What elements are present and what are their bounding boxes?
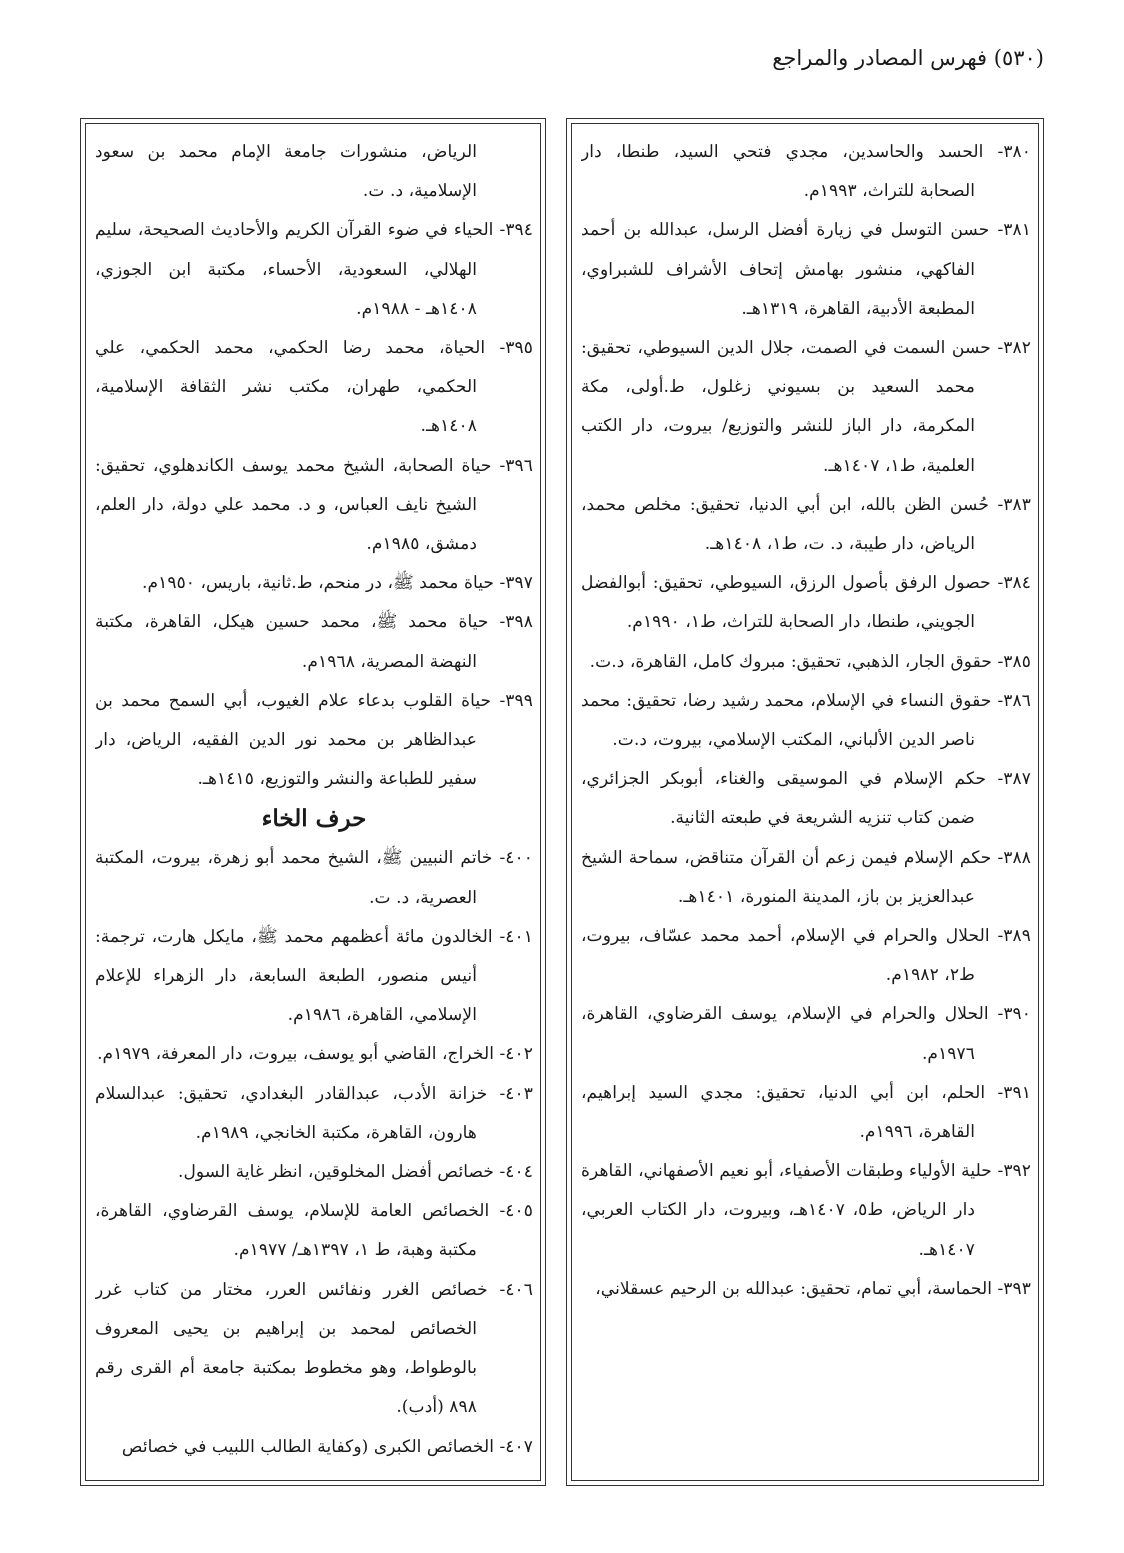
- entry-text: الحياء في ضوء القرآن الكريم والأحاديث الصحيحة، سليم الهلالي، السعودية، الأحساء، مكتبة ابن الجوزي، ١٤٠٨هـ - ١٩٨٨م.: [95, 220, 494, 319]
- entry-number: ٣٩٦-: [499, 455, 533, 476]
- entry-number: ٤٠٠-: [499, 848, 533, 869]
- entry-text: حياة محمد ﷺ، در منحم، ط.ثانية، باريس، ١٩٥٠م.: [142, 573, 495, 594]
- bibliography-entry: [581, 643, 1031, 682]
- entry-number: ٣٨١-: [997, 220, 1031, 241]
- entry-number: ٤٠٦-: [499, 1279, 533, 1300]
- entry-number: ٣٩٩-: [499, 690, 533, 711]
- entry-text: الخالدون مائة أعظمهم محمد ﷺ، مايكل هارت، ترجمة: أنيس منصور، الطبعة السابعة، دار الزهراء للإعلام الإسلامي، القاهرة، ١٩٨٦م.: [95, 926, 493, 1026]
- entry-text: حياة محمد ﷺ، محمد حسين هيكل، القاهرة، مكتبة النهضة المصرية، ١٩٦٨م.: [95, 612, 489, 672]
- bibliography-entry: [95, 603, 533, 681]
- entry-number: ٣٩٥-: [499, 338, 533, 359]
- bibliography-entry: [95, 1192, 533, 1270]
- entry-number: ٣٩٣-: [997, 1278, 1031, 1299]
- entry-number: ٤٠٥-: [499, 1201, 533, 1222]
- entry-text: خزانة الأدب، عبدالقادر البغدادي، تحقيق: عبدالسلام هارون، القاهرة، مكتبة الخانجي، ١٩٨٩م.: [95, 1083, 488, 1143]
- entry-number: ٣٨٥-: [997, 651, 1031, 672]
- bibliography-entry: [581, 1074, 1031, 1152]
- bibliography-entry: [95, 1153, 533, 1192]
- entry-number: ٣٨٧-: [997, 769, 1031, 790]
- bibliography-entry: [581, 211, 1031, 329]
- bibliography-entry: [95, 682, 533, 800]
- entry-text: حقوق الجار، الذهبي، تحقيق: مبروك كامل، القاهرة، د.ت.: [589, 651, 993, 672]
- bibliography-entry: [95, 1271, 533, 1428]
- bibliography-entry: [95, 447, 533, 565]
- entry-number: ٣٩٢-: [997, 1161, 1031, 1182]
- entry-number: ٤٠٤-: [499, 1162, 533, 1183]
- entry-number: ٣٨٤-: [997, 573, 1031, 594]
- bibliography-entry: [581, 486, 1031, 564]
- bibliography-entry: [581, 329, 1031, 486]
- right-column-frame: [566, 118, 1044, 1486]
- section-title: حرف الخاء: [261, 805, 367, 833]
- entry-text: خصائص أفضل المخلوقين، انظر غاية السول.: [177, 1162, 495, 1183]
- entry-text: الحلال والحرام في الإسلام، أحمد محمد عسّاف، بيروت، ط٢، ١٩٨٢م.: [581, 926, 990, 986]
- entry-text: حقوق النساء في الإسلام، محمد رشيد رضا، تحقيق: محمد ناصر الدين الألباني، المكتب الإسلامي، بيروت، د.ت.: [581, 690, 992, 751]
- right-column: [581, 133, 1031, 1477]
- entry-text: حياة الصحابة، الشيخ محمد يوسف الكاندهلوي، تحقيق: الشيخ نايف العباس، و د. محمد علي دولة، دار العلم، دمشق، ١٩٨٥م.: [95, 455, 492, 555]
- bibliography-entry: [95, 1035, 533, 1074]
- entry-text: خصائص الغرر ونفائس العرر، مختار من كتاب غرر الخصائص لمحمد بن إبراهيم بن يحيى المعروف بالوطواط، وهو مخطوط بمكتبة جامعة أم القرى رقم ٨٩٨ (أدب).: [95, 1279, 488, 1418]
- continuation-text: الرياض، منشورات جامعة الإمام محمد بن سعود الإسلامية، د. ت.: [95, 142, 477, 202]
- entry-text: الحلال والحرام في الإسلام، يوسف القرضاوي، القاهرة، ١٩٧٦م.: [581, 1004, 989, 1064]
- header-title: فهرس المصادر والمراجع: [772, 46, 988, 70]
- entry-text: حياة القلوب بدعاء علام الغيوب، أبي السمح محمد بن عبدالظاهر بن محمد نور الدين الفقيه، الرياض، دار سفير للطباعة والنشر والتوزيع، ١٤١٥هـ.: [95, 690, 492, 790]
- bibliography-entry: [581, 564, 1031, 642]
- bibliography-entry: [95, 564, 533, 603]
- entry-number: ٣٨٠-: [997, 142, 1031, 162]
- page-number: (٥٣٠): [993, 46, 1044, 70]
- entry-text: الحلم، ابن أبي الدنيا، تحقيق: مجدي السيد إبراهيم، القاهرة، ١٩٩٦م.: [581, 1082, 986, 1143]
- bibliography-entry: [95, 329, 533, 447]
- entry-text: الخراج، القاضي أبو يوسف، بيروت، دار المعرفة، ١٩٧٩م.: [97, 1044, 495, 1065]
- entry-number: ٤٠٧-: [499, 1436, 533, 1457]
- left-column: [95, 133, 533, 1477]
- bibliography-entry: [581, 839, 1031, 917]
- bibliography-entry: [95, 1428, 533, 1467]
- entry-text: الحياة، محمد رضا الحكمي، محمد الحكمي، علي الحكمي، طهران، مكتب نشر الثقافة الإسلامية، ١٤٠٨هـ.: [95, 338, 486, 437]
- entry-text: حسن السمت في الصمت، جلال الدين السيوطي، تحقيق: محمد السعيد بن بسيوني زغلول، ط.أولى، مكة المكرمة، دار الباز للنشر والتوزيع/ بيروت، دار الكتب العلمية، ط١، ١٤٠٧هـ.: [581, 338, 991, 476]
- entry-number: ٣٨٣-: [997, 494, 1031, 515]
- running-header: [772, 46, 1044, 70]
- bibliography-entry: [95, 211, 533, 329]
- entry-text: الخصائص الكبرى (وكفاية الطالب اللبيب في خصائص: [121, 1436, 495, 1457]
- bibliography-entry: [581, 1152, 1031, 1270]
- entry-number: ٤٠٣-: [499, 1083, 533, 1104]
- entry-number: ٣٨٢-: [997, 338, 1031, 359]
- entry-number: ٣٩٠-: [997, 1004, 1031, 1025]
- entry-number: ٣٩٤-: [499, 220, 533, 241]
- bibliography-entry: [581, 995, 1031, 1073]
- entry-text: حسن التوسل في زيارة أفضل الرسل، عبدالله بن أحمد الفاكهي، منشور بهامش إتحاف الأشراف للشبراوي، المطبعة الأدبية، القاهرة، ١٣١٩هـ.: [581, 220, 990, 319]
- entry-text: حكم الإسلام في الموسيقى والغناء، أبوبكر الجزائري، ضمن كتاب تنزيه الشريعة في طبعته الثانية.: [581, 769, 987, 829]
- bibliography-entry: [95, 839, 533, 917]
- bibliography-entry: [581, 760, 1031, 838]
- entry-text: حُسن الظن بالله، ابن أبي الدنيا، تحقيق: مخلص محمد، الرياض، دار طيبة، د. ت، ط١، ١٤٠٨هـ.: [581, 494, 989, 555]
- bibliography-entry: [581, 682, 1031, 760]
- entry-text: الحماسة، أبي تمام، تحقيق: عبدالله بن الرحيم عسقلاني،: [595, 1278, 993, 1299]
- bibliography-entry: [581, 917, 1031, 995]
- entry-number: ٣٨٩-: [997, 926, 1031, 947]
- entry-text: حصول الرفق بأصول الرزق، السيوطي، تحقيق: أبوالفضل الجويني، طنطا، دار الصحابة للتراث، ط١، ١٩٩٠م.: [581, 573, 991, 633]
- entry-text: خاتم النبيين ﷺ، الشيخ محمد أبو زهرة، بيروت، المكتبة العصرية، د. ت.: [95, 848, 493, 908]
- entries-group-ha: [95, 211, 533, 799]
- entry-number: ٤٠٢-: [499, 1044, 533, 1065]
- bibliography-entry: [95, 918, 533, 1036]
- entry-number: ٣٨٦-: [997, 690, 1031, 711]
- entry-text: الحسد والحاسدين، مجدي فتحي السيد، طنطا، دار الصحابة للتراث، ١٩٩٣م.: [581, 142, 984, 202]
- left-column-frame: [80, 118, 546, 1486]
- entry-number: ٣٩١-: [997, 1082, 1031, 1103]
- entry-text: حلية الأولياء وطبقات الأصفياء، أبو نعيم الأصفهاني، القاهرة دار الرياض، ط٥، ١٤٠٧هـ، وبيروت، دار الكتاب العربي، ١٤٠٧هـ.: [581, 1161, 992, 1260]
- entry-number: ٣٩٨-: [499, 612, 533, 633]
- entry-text: الخصائص العامة للإسلام، يوسف القرضاوي، القاهرة، مكتبة وهبة، ط ١، ١٣٩٧هـ/ ١٩٧٧م.: [95, 1201, 490, 1261]
- entries-group-kha: [95, 839, 533, 1466]
- entry-number: ٤٠١-: [499, 926, 533, 947]
- entry-number: ٣٩٧-: [499, 573, 533, 594]
- entry-number: ٣٨٨-: [997, 847, 1031, 868]
- bibliography-entry: [581, 133, 1031, 211]
- bibliography-entry: [581, 1270, 1031, 1309]
- bibliography-entry: [95, 1075, 533, 1153]
- entry-text: حكم الإسلام فيمن زعم أن القرآن متناقض، سماحة الشيخ عبدالعزيز بن باز، المدينة المنورة، ١٤٠١هـ.: [581, 847, 992, 907]
